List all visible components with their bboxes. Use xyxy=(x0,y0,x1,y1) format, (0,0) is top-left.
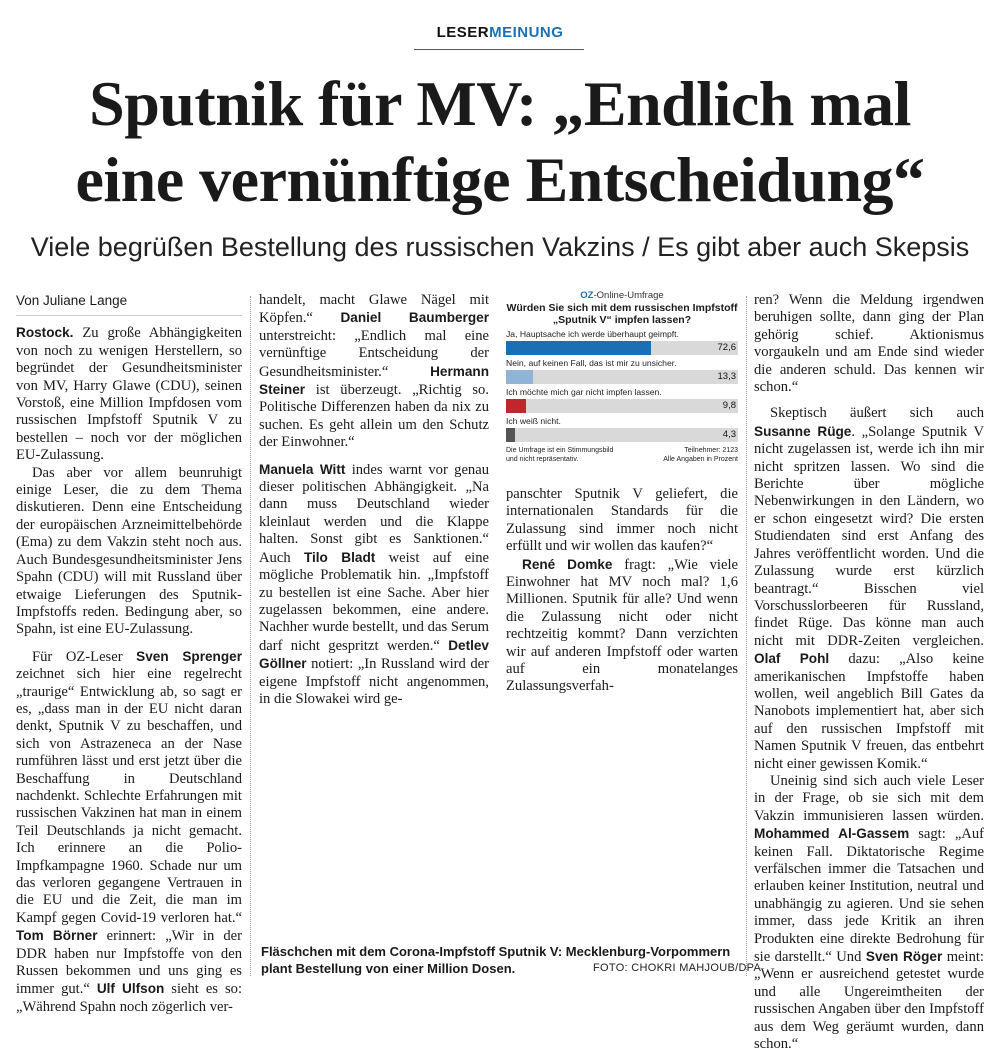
kicker-part2: MEINUNG xyxy=(489,24,564,41)
reader-name: Tilo Bladt xyxy=(303,549,376,565)
kicker-part1: LESER xyxy=(436,24,490,41)
poll-bar xyxy=(506,428,515,442)
kicker-rule xyxy=(414,49,584,50)
poll-bar xyxy=(506,399,526,413)
headline-line1: Sputnik für MV: „Endlich mal xyxy=(89,68,911,139)
reader-name: Sven Sprenger xyxy=(136,648,243,664)
photo-caption: Fläschchen mit dem Corona-Impfstoff Sputnik V: Mecklenburg-Vorpommern plant Bestellung von einer Million Dosen. xyxy=(261,944,731,976)
poll-value-label: 72,6 xyxy=(717,342,736,353)
column-divider xyxy=(746,296,747,976)
reader-name: Ulf Ulfson xyxy=(96,981,165,997)
online-poll xyxy=(506,290,738,464)
poll-option-label: Ja, Hauptsache ich werde überhaupt geimpft. xyxy=(506,329,679,339)
paragraph: René Domke fragt: „Wie viele Einwohner hat MV noch mal? 1,6 Millionen. Sputnik für alle? Und wenn die Zulassung nicht oder nicht rechtzeitig kommt? Dann verzichten wir auf anderen Impfstoff oder warten auf ein monatelanges Zulassungsverfah- xyxy=(506,556,738,695)
paragraph-2: Das aber vor allem beunruhigt einige Leser, die zu dem Thema diskutieren. Denn eine Entscheidung der europäischen Arzneimittelbehörde (Ema) zu dem Vakzin steht noch aus. Auch Bundesgesundheitsminister Jens Spahn (CDU) will mit Russland über etwaige Lieferungen des Sputnik-Impfstoffs reden. Bedingung aber, so Spahn, ist eine EU-Zulassung. xyxy=(16,464,242,638)
poll-value-label: 13,3 xyxy=(717,371,736,382)
paragraph: panschter Sputnik V geliefert, die internationalen Standards für die Zulassung sind immer noch nicht erfüllt und wir wollen das kaufen?“ xyxy=(506,486,738,555)
paragraph: Manuela Witt indes warnt vor genau dieser politischen Abhängigkeit. „Na dann muss Deutschland wieder kleinlaut werden und die Klappe halten. Sonst gibt es Sanktionen.“ Auch Tilo Bladt weist auf eine mögliche Problematik hin. „Impfstoff zu bestellen ist eine Sache. Aber hier zugelassen bekommen, eine andere. Nachher wurde bestellt, und das Serum darf nicht gespritzt werden.“ Detlev Göllner notiert: „In Russland wird der eigene Impfstoff nicht angenommen, in die Slowakei wird ge- xyxy=(259,461,489,707)
reader-name: Sven Röger xyxy=(865,949,943,965)
headline xyxy=(0,66,1000,218)
reader-name: Mohammed Al-Gassem xyxy=(754,826,910,842)
reader-name: Susanne Rüge xyxy=(754,423,852,439)
reader-name: Olaf Pohl xyxy=(754,651,830,667)
poll-option-label: Ich möchte mich gar nicht impfen lassen. xyxy=(506,387,662,397)
headline-line2: eine vernünftige Entscheidung“ xyxy=(75,144,925,215)
article-column-2 xyxy=(259,292,489,708)
poll-bar-track xyxy=(506,341,738,355)
column-divider xyxy=(250,296,251,976)
reader-name: Hermann Steiner xyxy=(259,363,489,398)
poll-bar-track xyxy=(506,399,738,413)
poll-options xyxy=(506,329,738,442)
article-column-1 xyxy=(16,292,242,1016)
poll-option-label: Ich weiß nicht. xyxy=(506,416,561,426)
paragraph-1: Rostock. Zu große Abhängigkeiten von noch zu wenigen Herstellern, so begründet der Gesundheitsminister von MV, Harry Glawe (CDU), seinen Vorstoß, eine Million Impfdosen vom russischen Impfstoff Sputnik V zu bestellen – noch vor der möglichen EU-Zulassung. xyxy=(16,325,242,464)
poll-bar xyxy=(506,370,533,384)
poll-option-label: Nein, auf keinen Fall, das ist mir zu unsicher. xyxy=(506,358,677,368)
reader-name: Daniel Baumberger xyxy=(340,310,489,326)
paragraph: handelt, macht Glawe Nägel mit Köpfen.“ Daniel Baumberger unterstreicht: „Endlich mal eine vernünftige Entscheidung der Gesundheitsminister.“ Hermann Steiner ist überzeugt. „Richtig so. Politische Differenzen haben da nix zu suchen. Es geht allein um den Schutz der Einwohner.“ xyxy=(259,292,489,451)
poll-value-label: 4,3 xyxy=(722,429,736,440)
poll-bar-track xyxy=(506,370,738,384)
poll-bar xyxy=(506,341,651,355)
paragraph-3: Für OZ-Leser Sven Sprenger zeichnet sich hier eine regelrecht „traurige“ Entwicklung ab, so sagt er es, „dass man in der EU nicht daran denkt, Sputnik V zu beschaffen, und sich von Astrazeneca an der Nase rumführen lässt und erst jetzt über die Beschaffung in Deutschland nachdenkt. Schlechte Erfahrungen mit russischen Vakzinen hat man in einem Teil Deutschlands ja nicht gemacht. Ich erinnere an die Polio-Impfkampagne 1960. Schade nur um das verloren gegangene Vertrauen in die EU und die Zeit, die man im Kampf gegen Covid-19 verloren hat.“ Tom Börner erinnert: „Wir in der DDR haben nur Impfstoffe von den Russen bekommen und uns ging es immer gut.“ Ulf Ulfson sieht es so: „Während Spahn noch zögerlich ver- xyxy=(16,648,243,1015)
paragraph: Skeptisch äußert sich auch Susanne Rüge. „Solange Sputnik V nicht zugelassen ist, werde ich ihn mir nicht spritzen lassen. Wo sind die Berichte über mögliche Nebenwirkungen in den Ländern, wo er schon eingesetzt wird? Die ersten Studiendaten sind erst Anfang des Jahres veröffentlicht worden. Und die Zulassung wurde erst kürzlich beantragt.“ Bisschen viel Vorschusslorbeeren für Russland, findet Rüge. Das könne man auch nicht mit DDR-Zeiten vergleichen. Olaf Pohl dazu: „Also keine amerikanischen Impfstoffe haben wollen, weil angeblich Bill Gates da Nanobots implementiert hat, aber sich auf den russischen Impfstoff mit Namen Sputnik V freuen, das entbehrt nicht einer gewissen Komik.“ xyxy=(754,405,984,772)
poll-footnote: Die Umfrage ist ein Stimmungsbild und nicht repräsentativ. Teilnehmer: 2123 Alle Angaben in Prozent xyxy=(506,447,738,463)
photo-credit: FOTO: CHOKRI MAHJOUB/DPA xyxy=(593,962,762,974)
article-column-4 xyxy=(754,292,984,1053)
poll-value-label: 9,8 xyxy=(722,400,736,411)
dateline: Rostock. xyxy=(16,325,74,341)
paragraph: Uneinig sind sich auch viele Leser in der Frage, ob sie sich mit dem Vakzin immunisieren lassen würden. Mohammed Al-Gassem sagt: „Auf keinen Fall. Diktatorische Regime verfälschen immer die Tatsachen und erlauben keiner Institution, neutral und unabhängig zu agieren. Und sie sehen immer, dass jede Kritik an ihren Produkten eine direkte Bedrohung für sie darstellt.“ Und Sven Röger meint: „Wenn er ausreichend getestet wurde und alle Ungereimtheiten der russischen Angaben über den Impfstoff aus dem Weg geräumt wurden, dann schon.“ xyxy=(754,772,984,1053)
reader-name: Detlev Göllner xyxy=(259,637,489,672)
poll-question: Würden Sie sich mit dem russischen Impfstoff „Sputnik V“ impfen lassen? xyxy=(506,302,738,326)
poll-bar-track xyxy=(506,428,738,442)
poll-kicker: OZ-Online-Umfrage xyxy=(580,290,664,301)
reader-name: Tom Börner xyxy=(16,928,98,944)
paragraph: ren? Wenn die Meldung irgendwen beruhigen sollte, dann ging der Plan gehörig schief. Aktionismus vorgaukeln und am Ende sind wieder die anderen schuld. Das kennen wir schon.“ xyxy=(754,292,984,396)
byline: Von Juliane Lange xyxy=(16,292,242,316)
article-column-3 xyxy=(506,486,738,696)
subheadline: Viele begrüßen Bestellung des russischen Vakzins / Es gibt aber auch Skepsis xyxy=(30,232,970,262)
section-kicker xyxy=(0,24,1000,41)
reader-name: René Domke xyxy=(522,556,613,572)
reader-name: Manuela Witt xyxy=(259,461,346,477)
